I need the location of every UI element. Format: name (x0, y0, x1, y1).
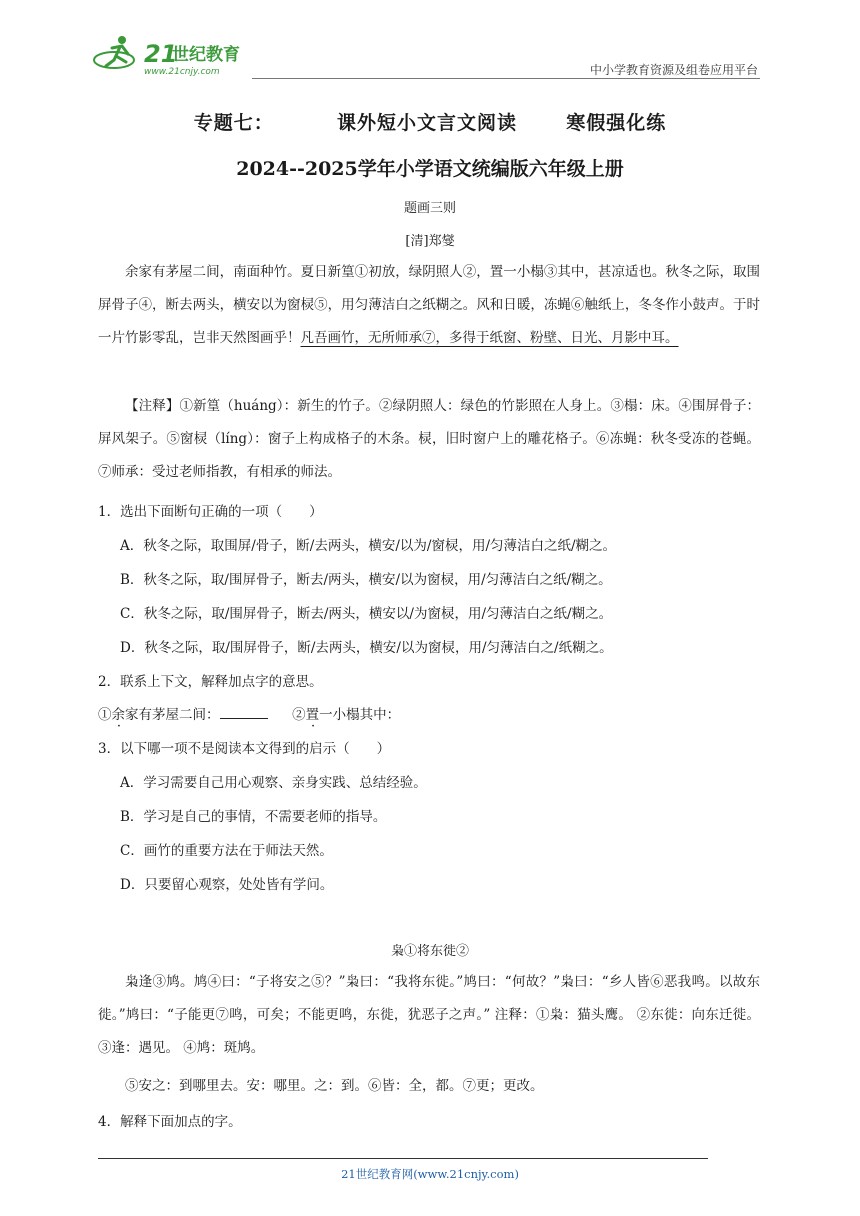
page-header (92, 30, 760, 80)
q2-items (98, 703, 400, 723)
title-part-3: 寒假强化练 (566, 112, 667, 134)
passage1-author: [清]郑燮 (405, 234, 455, 249)
q1-option-d: D．秋冬之际，取/围屏骨子，断/去两头，横安/以为窗棂，用/匀薄洁白之/纸糊之。 (120, 640, 613, 656)
q3-option-c: C．画竹的重要方法在于师法天然。 (120, 843, 333, 859)
svg-text:21: 21 (144, 40, 178, 68)
header-divider (252, 78, 760, 79)
passage1-title: 题画三则 (403, 201, 456, 216)
svg-text:世纪教育: 世纪教育 (172, 45, 240, 65)
q3-option-b: B．学习是自己的事情，不需要老师的指导。 (120, 809, 387, 825)
q1-stem: 1．选出下面断句正确的一项（ ） (98, 504, 323, 520)
q3-option-a: A．学习需要自己用心观察、亲身实践、总结经验。 (120, 775, 427, 791)
passage2-title: 枭①将东徙② (390, 944, 469, 959)
logo-icon (92, 30, 262, 80)
q2-item1-number: ① (98, 707, 112, 723)
q2-item2-dotted-char: 置 (305, 707, 320, 723)
q1-option-c: C．秋冬之际，取/围屏骨子，断去/两头，横安以/为窗棂，用/匀薄洁白之纸/糊之。 (120, 606, 613, 622)
q2-stem: 2．联系上下文，解释加点字的意思。 (98, 674, 323, 690)
q2-item2-text: 一小榻其中： (319, 707, 401, 723)
site-tagline: 中小学教育资源及组卷应用平台 (589, 63, 758, 77)
passage1-text (98, 256, 760, 355)
footer-text[interactable]: 21世纪教育网(www.21cnjy.com) (341, 1167, 519, 1181)
q4-stem: 4．解释下面加点的字。 (98, 1114, 242, 1130)
passage2-text: 枭逢③鸠。鸠④曰：“子将安之⑤？”枭曰：“我将东徙。”鸠曰：“何故？”枭曰：“乡人皆⑥恶我鸣。以故东徙。”鸠曰：“子能更⑦鸣，可矣；不能更鸣，东徙，犹恶子之声。” 注释：①枭：猫头鹰。 ②东徙：向东迁徙。 ③逢：遇见。 ④鸠：斑鸠。 (98, 974, 760, 1056)
page-title (0, 108, 860, 135)
q2-item1-dotted-char: 余 (111, 707, 125, 723)
q2-item1-text: 家有茅屋二间： (125, 707, 220, 723)
q3-option-d: D．只要留心观察，处处皆有学问。 (120, 877, 334, 893)
q1-option-b: B．秋冬之际，取/围屏骨子，断去/两头，横安/以为窗棂，用/匀薄洁白之纸/糊之。 (120, 572, 612, 588)
q3-stem: 3．以下哪一项不是阅读本文得到的启示（ ） (98, 741, 391, 757)
passage2-notes: ⑤安之：到哪里去。安：哪里。之：到。⑥皆：全，都。⑦更；更改。 (125, 1078, 544, 1094)
page-subtitle: 2024--2025学年小学语文统编版六年级上册 (236, 158, 624, 180)
footer-divider (98, 1158, 708, 1159)
passage1-notes: 【注释】①新篁（huáng）：新生的竹子。②绿阴照人：绿色的竹影照在人身上。③榻：床。④围屏骨子：屏风架子。⑤窗棂（líng）：窗子上构成格子的木条。棂，旧时窗户上的雕花格子。⑥冻蝇：秋冬受冻的苍蝇。⑦师承：受过老师指教，有相承的师法。 (98, 398, 760, 480)
title-part-1: 专题七： (193, 112, 274, 134)
q1-option-a: A．秋冬之际，取围屏/骨子，断/去两头，横安/以为/窗棂，用/匀薄洁白之纸/糊之。 (120, 538, 617, 554)
passage1-underlined-sentence: 凡吾画竹，无所师承⑦，多得于纸窗、粉壁、日光、月影中耳。 (300, 330, 679, 346)
passage1-body: 余家有茅屋二间，南面种竹。夏日新篁①初放，绿阴照人②，置一小榻③其中，甚凉适也。秋冬之际，取围屏骨子④，断去两头，横安以为窗棂⑤，用匀薄洁白之纸糊之。风和日暖，冻蝇⑥触纸上，冬冬作小鼓声。于时一片竹影零乱，岂非天然图画乎！ (98, 264, 760, 346)
q2-item2-number: ② (292, 707, 306, 723)
q2-item1-answer-blank[interactable] (220, 706, 268, 719)
title-part-2: 课外短小文言文阅读 (336, 112, 517, 134)
svg-text:www.21cnjy.com: www.21cnjy.com (144, 67, 220, 77)
